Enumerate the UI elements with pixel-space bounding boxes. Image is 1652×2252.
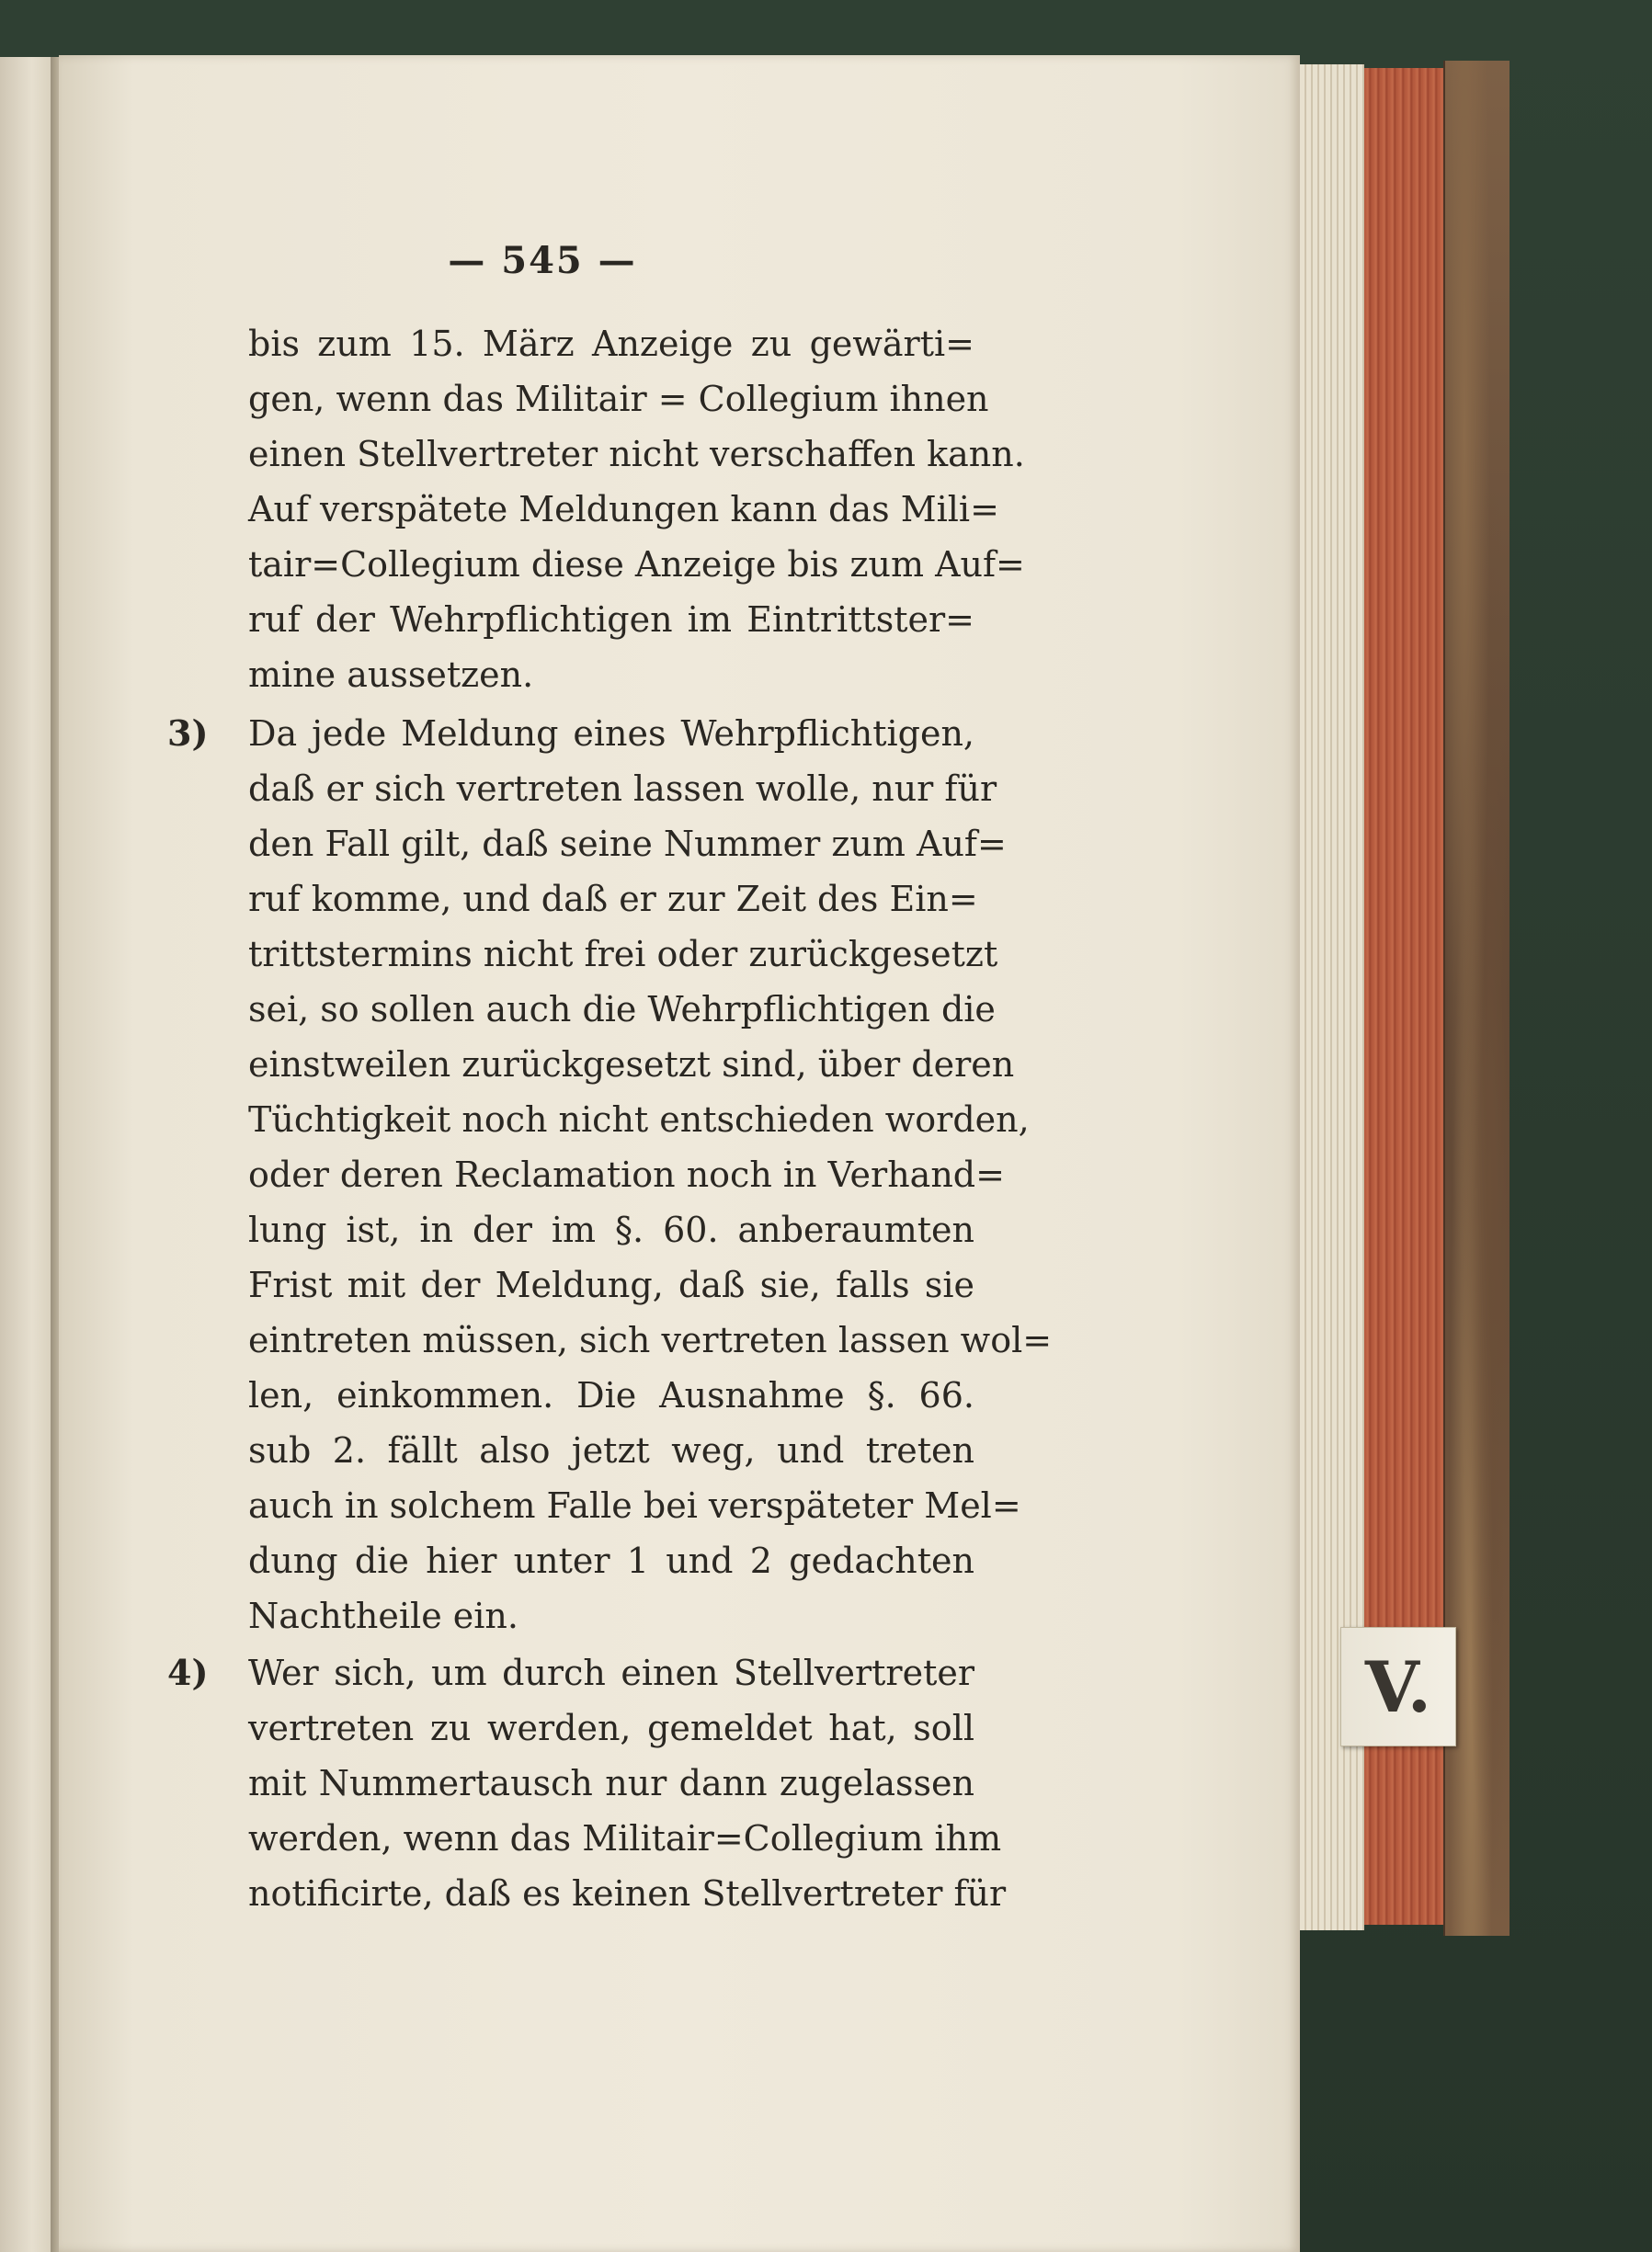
text-line: Auf verspätete Meldungen kann das Mili= bbox=[248, 489, 999, 529]
text-line: ruf komme, und daß er zur Zeit des Ein= bbox=[248, 879, 978, 919]
text-line: lung ist, in der im §. 60. anberaumten bbox=[248, 1210, 974, 1250]
text-line: trittstermins nicht frei oder zurückgesetzt bbox=[248, 934, 998, 974]
left-page-edge bbox=[0, 57, 55, 2252]
item-number-4: 4) bbox=[167, 1652, 209, 1693]
text-line: Da jede Meldung eines Wehrpflichtigen, bbox=[248, 713, 974, 754]
text-line: dung die hier unter 1 und 2 gedachten bbox=[248, 1541, 974, 1581]
text-line: werden, wenn das Militair=Collegium ihm bbox=[248, 1818, 1002, 1859]
text-line: oder deren Reclamation noch in Verhand= bbox=[248, 1154, 1005, 1195]
text-line: vertreten zu werden, gemeldet hat, soll bbox=[248, 1708, 974, 1748]
text-line: sub 2. fällt also jetzt weg, und treten bbox=[248, 1430, 974, 1471]
text-line: Wer sich, um durch einen Stellvertreter bbox=[248, 1653, 974, 1693]
text-line: auch in solchem Falle bei verspäteter Mel= bbox=[248, 1485, 1021, 1526]
text-line: einstweilen zurückgesetzt sind, über deren bbox=[248, 1044, 1015, 1085]
text-line: len, einkommen. Die Ausnahme §. 66. bbox=[248, 1375, 974, 1416]
item-number-3: 3) bbox=[167, 712, 209, 754]
text-line: eintreten müssen, sich vertreten lassen wol= bbox=[248, 1320, 1053, 1360]
text-line: den Fall gilt, daß seine Nummer zum Auf= bbox=[248, 824, 1007, 864]
page-number: — 545 — bbox=[448, 239, 637, 282]
thumb-index-tab[interactable] bbox=[1340, 1627, 1456, 1746]
text-line: gen, wenn das Militair = Collegium ihnen bbox=[248, 379, 989, 419]
thumb-tab-letter: V. bbox=[1364, 1645, 1432, 1728]
text-line: mine aussetzen. bbox=[248, 654, 534, 695]
text-line: notificirte, daß es keinen Stellvertreter für bbox=[248, 1873, 1007, 1914]
text-line: tair=Collegium diese Anzeige bis zum Auf= bbox=[248, 544, 1025, 585]
text-line: Tüchtigkeit noch nicht entschieden worden, bbox=[248, 1099, 1030, 1140]
text-line: ruf der Wehrpflichtigen im Eintrittster= bbox=[248, 599, 974, 640]
text-line: Frist mit der Meldung, daß sie, falls sie bbox=[248, 1265, 974, 1305]
text-line: bis zum 15. März Anzeige zu gewärti= bbox=[248, 324, 974, 364]
text-line: sei, so sollen auch die Wehrpflichtigen die bbox=[248, 989, 996, 1029]
text-line: Nachtheile ein. bbox=[248, 1596, 518, 1636]
text-line: daß er sich vertreten lassen wolle, nur für bbox=[248, 768, 997, 809]
text-line: einen Stellvertreter nicht verschaffen kann. bbox=[248, 434, 1025, 474]
text-line: mit Nummertausch nur dann zugelassen bbox=[248, 1763, 974, 1803]
